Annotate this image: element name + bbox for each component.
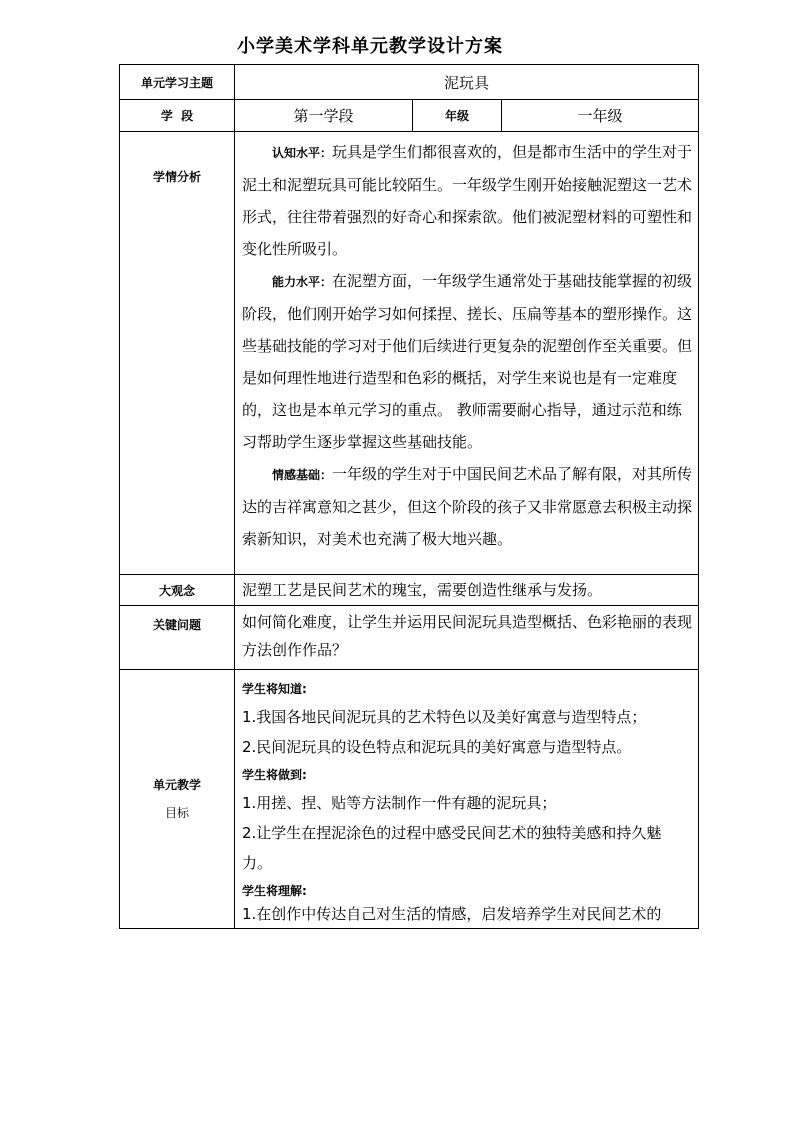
goals-row xyxy=(120,670,699,929)
analysis-row xyxy=(120,132,699,575)
goals-label xyxy=(120,670,235,929)
analysis-paragraph xyxy=(242,265,694,458)
analysis-content xyxy=(235,132,699,575)
do-item: 2.让学生在捏泥涂色的过程中感受民间艺术的独特美感和持久魅 力。 xyxy=(242,824,662,872)
paragraph-lead: 认知水平： xyxy=(272,146,333,160)
paragraph-lead: 情感基础： xyxy=(272,468,333,482)
analysis-paragraph xyxy=(242,136,694,265)
theme-value: 泥玩具 xyxy=(235,65,699,100)
know-item: 2.民间泥玩具的设色特点和泥玩具的美好寓意与造型特点。 xyxy=(242,738,632,756)
concept-row xyxy=(120,575,699,606)
analysis-paragraph xyxy=(242,458,694,555)
design-table xyxy=(119,64,699,929)
theme-row xyxy=(120,65,699,100)
stage-label: 学 段 xyxy=(120,100,235,132)
concept-value: 泥塑工艺是民间艺术的瑰宝，需要创造性继承与发扬。 xyxy=(235,575,699,606)
analysis-label: 学情分析 xyxy=(120,132,235,575)
question-row xyxy=(120,606,699,670)
goals-label-line1: 单元教学 xyxy=(152,778,201,792)
paragraph-text: 一年级的学生对于中国民间艺术品了解有限，对其所传达的吉祥寓意知之甚少，但这个阶段的孩子又非常愿意去积极主动探索新知识，对美术也充满了极大地兴趣。 xyxy=(242,465,693,548)
document-title: 小学美术学科单元教学设计方案 xyxy=(237,36,503,57)
theme-label: 单元学习主题 xyxy=(120,65,235,100)
goals-content xyxy=(235,670,699,929)
question-value: 如何简化难度，让学生并运用民间泥玩具造型概括、色彩艳丽的表现方法创作作品？ xyxy=(235,606,699,670)
do-item: 1.用搓、捏、贴等方法制作一件有趣的泥玩具； xyxy=(242,794,557,812)
know-item: 1.我国各地民间泥玩具的艺术特色以及美好寓意与造型特点； xyxy=(242,708,647,726)
paragraph-lead: 能力水平： xyxy=(272,275,333,289)
question-label: 关键问题 xyxy=(120,606,235,670)
understand-item: 1.在创作中传达自己对生活的情感，启发培养学生对民间艺术的 xyxy=(242,905,662,923)
stage-value: 第一学段 xyxy=(235,100,413,132)
concept-label: 大观念 xyxy=(120,575,235,606)
grade-value: 一年级 xyxy=(502,100,699,132)
stage-row xyxy=(120,100,699,132)
do-heading: 学生将做到: xyxy=(242,768,307,782)
understand-heading: 学生将理解: xyxy=(242,884,307,898)
grade-label: 年级 xyxy=(413,100,502,132)
paragraph-text: 在泥塑方面，一年级学生通常处于基础技能掌握的初级阶段，他们刚开始学习如何揉捏、搓长、压扁等基本的塑形操作。这些基础技能的学习对于他们后续进行更复杂的泥塑创作至关重要。但是如何理性地进行造型和色彩的概括，对学生来说也是有一定难度的，这也是本单元学习的重点。 教师需要耐心指导，通过示范和练习帮助学生逐步掌握这些基础技能。 xyxy=(242,272,693,451)
goals-label-line2: 目标 xyxy=(164,806,189,820)
know-heading: 学生将知道: xyxy=(242,682,307,696)
paragraph-text: 玩具是学生们都很喜欢的，但是都市生活中的学生对于泥土和泥塑玩具可能比较陌生。一年级学生刚开始接触泥塑这一艺术形式，往往带着强烈的好奇心和探索欲。他们被泥塑材料的可塑性和变化性所吸引。 xyxy=(242,143,693,258)
